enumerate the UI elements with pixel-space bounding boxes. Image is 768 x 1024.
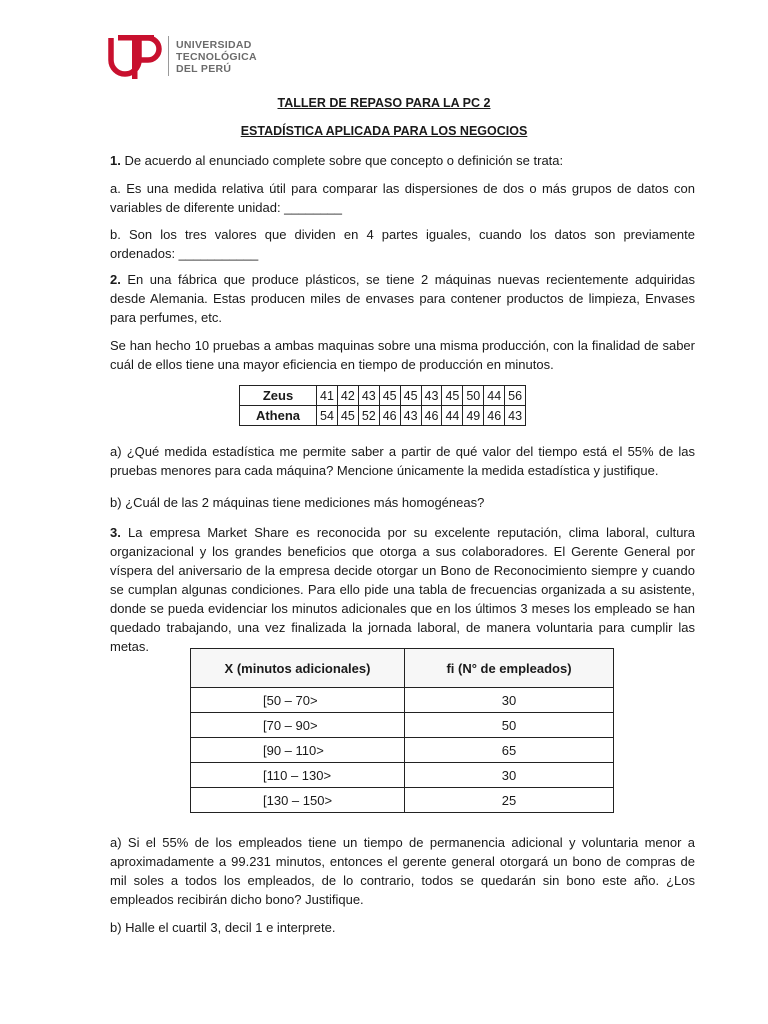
question-2 (110, 270, 695, 327)
table-row (191, 763, 614, 788)
question-1 (110, 151, 695, 170)
row-label-athena: Athena (240, 406, 317, 426)
frequency-cell: 30 (405, 763, 614, 788)
column-header-x: X (minutos adicionales) (191, 649, 405, 688)
table-cell: 41 (317, 386, 338, 406)
table-cell: 49 (463, 406, 484, 426)
table-cell: 56 (505, 386, 526, 406)
table-cell: 45 (379, 386, 400, 406)
table-row-athena (240, 406, 526, 426)
logo-text (176, 39, 257, 75)
frequency-cell: 25 (405, 788, 614, 813)
table-cell: 44 (484, 386, 505, 406)
frequency-cell: 65 (405, 738, 614, 763)
table-row (191, 688, 614, 713)
table-cell: 46 (484, 406, 505, 426)
table-cell: 46 (379, 406, 400, 426)
table-cell: 52 (358, 406, 379, 426)
table-cell: 44 (442, 406, 463, 426)
interval-cell: [130 – 150> (191, 788, 405, 813)
interval-cell: [90 – 110> (191, 738, 405, 763)
table-cell: 43 (400, 406, 421, 426)
document-title: TALLER DE REPASO PARA LA PC 2 (277, 96, 491, 110)
table-row (191, 738, 614, 763)
question-2b: b) ¿Cuál de las 2 máquinas tiene mediciones más homogéneas? (110, 495, 485, 510)
table-cell: 50 (463, 386, 484, 406)
question-3 (110, 523, 695, 656)
question-3b: b) Halle el cuartil 3, decil 1 e interprete. (110, 920, 336, 935)
table-cell: 46 (421, 406, 442, 426)
question-2-text: En una fábrica que produce plásticos, se tiene 2 máquinas nuevas recientemente adquiridas desde Alemania. Estas producen miles de envases para contener productos de limpieza, Envases para perfumes, etc. (110, 272, 695, 325)
question-2-number: 2. (110, 272, 121, 287)
logo-divider (168, 36, 169, 76)
logo-line-2: TECNOLÓGICA (176, 51, 257, 63)
table-cell: 42 (337, 386, 358, 406)
table-cell: 43 (505, 406, 526, 426)
document-subtitle: ESTADÍSTICA APLICADA PARA LOS NEGOCIOS (240, 124, 528, 138)
question-1-text: De acuerdo al enunciado complete sobre que concepto o definición se trata: (120, 153, 564, 168)
question-3-text: La empresa Market Share es reconocida por su excelente reputación, clima laboral, cultura organizacional y los grandes beneficios que otorga a sus colaboradores. El Gerente General por víspera del aniversario de la empresa decide otorgar un Bono de Reconocimiento siempre y cuando se cumplan algunas condiciones. Para ello pide una tabla de frecuencias organizada a su asistente, donde se pueda evidenciar los minutos adicionales que en los últimos 3 meses los empleado se han quedado trabajando, una vez finalizada la jornada laboral, de manera voluntaria para cumplir las metas. (110, 525, 695, 654)
utp-logo-mark-icon (108, 30, 166, 82)
interval-cell: [70 – 90> (191, 713, 405, 738)
table-cell: 43 (421, 386, 442, 406)
table-cell: 54 (317, 406, 338, 426)
question-2-text-2: Se han hecho 10 pruebas a ambas maquinas sobre una misma producción, con la finalidad de saber cuál de ellos tiene una mayor eficiencia en tiempo de producción en minutos. (110, 338, 695, 372)
logo-line-3: DEL PERÚ (176, 63, 232, 75)
table-row (191, 788, 614, 813)
question-2a: a) ¿Qué medida estadística me permite saber a partir de qué valor del tiempo está el 55% de las pruebas menores para cada máquina? Mencione únicamente la medida estadística y justifique. (110, 444, 695, 478)
logo-line-1: UNIVERSIDAD (176, 39, 252, 51)
column-header-fi: fi (N° de empleados) (405, 649, 614, 688)
question-3a: a) Si el 55% de los empleados tiene un tiempo de permanencia adicional y voluntaria menor a aproximadamente a 99.231 minutos, entonces el gerente general otorgará un bono de compras de mil soles a todos los empleados, de lo contrario, todos se quedarán sin bono este año. ¿Los empleados recibirán dicho bono? Justifique. (110, 835, 695, 907)
interval-cell: [110 – 130> (191, 763, 405, 788)
table-cell: 45 (442, 386, 463, 406)
frequency-cell: 50 (405, 713, 614, 738)
interval-cell: [50 – 70> (191, 688, 405, 713)
frequency-table (190, 648, 614, 813)
table-row (191, 713, 614, 738)
question-1-number: 1. (110, 153, 121, 168)
question-3-number: 3. (110, 525, 121, 540)
utp-logo (108, 30, 258, 82)
frequency-table-header (191, 649, 614, 688)
question-1b: b. Son los tres valores que dividen en 4 partes iguales, cuando los datos son previamente ordenados: ___________ (110, 227, 695, 261)
table-cell: 45 (400, 386, 421, 406)
table-cell: 43 (358, 386, 379, 406)
frequency-cell: 30 (405, 688, 614, 713)
table-row-zeus (240, 386, 526, 406)
table-cell: 45 (337, 406, 358, 426)
row-label-zeus: Zeus (240, 386, 317, 406)
question-1a: a. Es una medida relativa útil para comparar las dispersiones de dos o más grupos de datos con variables de diferente unidad: ________ (110, 181, 695, 215)
machines-table (239, 385, 526, 426)
